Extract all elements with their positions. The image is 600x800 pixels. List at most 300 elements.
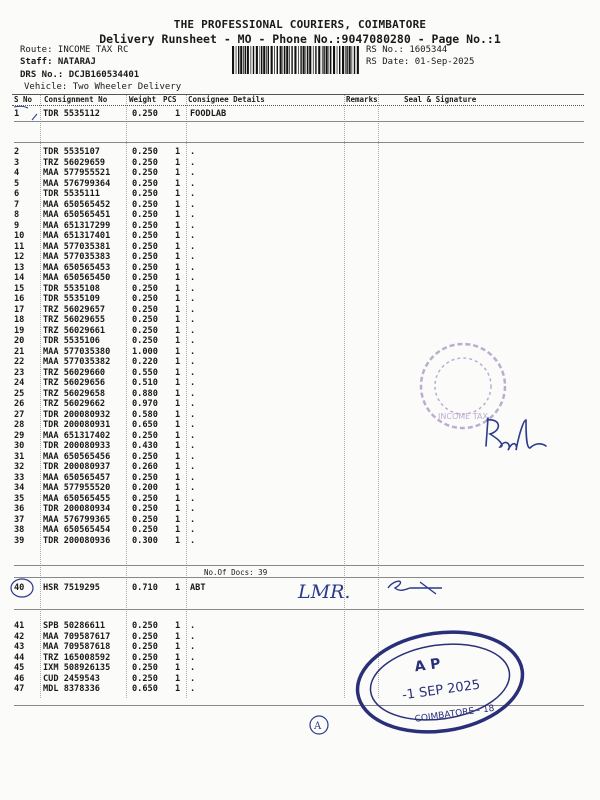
- row-weight: 1.000: [132, 346, 158, 357]
- row-pcs: 1: [175, 231, 181, 241]
- row-consignment-no: TRZ 56029659: [43, 157, 106, 168]
- row-weight: 0.250: [132, 504, 158, 514]
- barcode-bar: [238, 46, 239, 74]
- row-pcs: 1: [175, 399, 181, 409]
- row-weight: 0.250: [132, 673, 158, 684]
- row-consignee: .: [190, 642, 196, 652]
- row-pcs: 1: [175, 535, 181, 546]
- barcode-bar: [268, 46, 269, 74]
- row-consignee: .: [190, 663, 196, 673]
- row-pcs: 1: [175, 514, 181, 525]
- row-weight: 0.250: [132, 304, 158, 315]
- col-consignment: Consignment No: [44, 95, 108, 104]
- row-consignment-no: MAA 650565450: [43, 273, 111, 283]
- courier-stamp-top: A P: [413, 655, 442, 676]
- row-weight: 0.250: [132, 472, 158, 483]
- barcode-bar: [289, 46, 290, 74]
- row-pcs: 1: [175, 652, 181, 663]
- row-pcs: 1: [175, 168, 181, 178]
- row-serial: 25: [14, 388, 25, 399]
- row-weight: 0.250: [132, 514, 158, 525]
- row-consignment-no: CUD 2459543: [43, 673, 100, 684]
- row-weight: 0.220: [132, 357, 158, 367]
- row-weight: 0.550: [132, 367, 158, 378]
- col-seal-signature: Seal & Signature: [404, 95, 477, 104]
- row-pcs: 1: [175, 583, 181, 593]
- row-consignment-no: MAA 577955520: [43, 483, 111, 493]
- barcode-bar: [266, 46, 267, 74]
- row-serial: 47: [14, 684, 25, 694]
- col-divider: [40, 95, 41, 698]
- row-consignment-no: TRZ 56029655: [43, 315, 106, 325]
- barcode-bar: [260, 46, 261, 74]
- row-serial: 23: [14, 367, 25, 378]
- row-consignee: .: [190, 220, 196, 231]
- barcode-bar: [243, 46, 244, 74]
- row-separator: [14, 565, 584, 566]
- row-weight: 0.250: [132, 147, 158, 157]
- barcode: [232, 46, 360, 74]
- row-pcs: 1: [175, 189, 181, 199]
- row-pcs: 1: [175, 109, 181, 119]
- row-serial: 10: [14, 231, 25, 241]
- row-weight: 0.430: [132, 441, 158, 451]
- row-serial: 40: [14, 583, 25, 593]
- row-serial: 12: [14, 252, 25, 262]
- barcode-bar: [236, 46, 237, 74]
- row-consignee: .: [190, 652, 196, 663]
- barcode-bar: [251, 46, 252, 74]
- col-remarks: Remarks: [346, 95, 378, 104]
- row-consignment-no: TRZ 56029661: [43, 325, 106, 336]
- row-weight: 0.880: [132, 388, 158, 399]
- row-weight: 0.250: [132, 273, 158, 283]
- row-serial: 36: [14, 504, 25, 514]
- row-weight: 0.250: [132, 652, 158, 663]
- row-pcs: 1: [175, 621, 181, 631]
- row-serial: 13: [14, 262, 25, 273]
- row-pcs: 1: [175, 294, 181, 304]
- row-serial: 30: [14, 441, 25, 451]
- row-consignment-no: MAA 576799365: [43, 514, 111, 525]
- row-pcs: 1: [175, 241, 181, 252]
- row-weight: 0.250: [132, 189, 158, 199]
- row-consignment-no: TDR 5535106: [43, 336, 100, 346]
- row-consignee: ABT: [190, 583, 206, 593]
- row-consignee: .: [190, 684, 196, 694]
- barcode-bar: [318, 46, 320, 74]
- barcode-bar: [277, 46, 278, 74]
- row-serial: 21: [14, 346, 25, 357]
- row-consignee: .: [190, 231, 196, 241]
- row-consignment-no: TDR 200080932: [43, 409, 111, 420]
- row-pcs: 1: [175, 147, 181, 157]
- row-serial: 38: [14, 525, 25, 535]
- footer-mark: A: [314, 721, 322, 732]
- barcode-bar: [247, 46, 249, 74]
- row-consignment-no: MAA 577035380: [43, 346, 111, 357]
- row-serial: 22: [14, 357, 25, 367]
- row-pcs: 1: [175, 210, 181, 220]
- row-weight: 0.250: [132, 241, 158, 252]
- row-weight: 0.970: [132, 399, 158, 409]
- row-serial: 6: [14, 189, 20, 199]
- row-consignee: .: [190, 399, 196, 409]
- col-divider: [126, 95, 127, 698]
- row-serial: 34: [14, 483, 25, 493]
- barcode-bar: [300, 46, 301, 74]
- row-serial: 2: [14, 147, 20, 157]
- row-consignment-no: TRZ 165008592: [43, 652, 111, 663]
- row-consignment-no: TDR 200080937: [43, 462, 111, 472]
- row-serial: 45: [14, 663, 25, 673]
- row-consignment-no: MAA 651317299: [43, 220, 111, 231]
- row-separator: [14, 121, 584, 122]
- row-pcs: 1: [175, 420, 181, 430]
- row-pcs: 1: [175, 483, 181, 493]
- row-consignee: .: [190, 420, 196, 430]
- row-serial: 9: [14, 220, 20, 231]
- row-separator: [14, 705, 584, 706]
- courier-stamp-city: COIMBATORE - 18: [414, 703, 496, 725]
- row-consignee: .: [190, 357, 196, 367]
- row-serial: 24: [14, 378, 25, 388]
- row-consignment-no: TDR 5535107: [43, 147, 100, 157]
- row-consignee: .: [190, 673, 196, 684]
- barcode-bar: [298, 46, 299, 74]
- row-consignee: .: [190, 504, 196, 514]
- row-consignee: .: [190, 252, 196, 262]
- row-consignee: .: [190, 367, 196, 378]
- barcode-bar: [232, 46, 234, 74]
- row-pcs: 1: [175, 304, 181, 315]
- barcode-bar: [323, 46, 324, 74]
- barcode-bar: [346, 46, 347, 74]
- row-consignment-no: TRZ 56029658: [43, 388, 106, 399]
- row-weight: 0.250: [132, 631, 158, 642]
- row-consignee: .: [190, 388, 196, 399]
- barcode-bar: [357, 46, 359, 74]
- row-pcs: 1: [175, 157, 181, 168]
- row-consignee: .: [190, 409, 196, 420]
- row-consignee: .: [190, 483, 196, 493]
- row-serial: 4: [14, 168, 20, 178]
- row-consignee: .: [190, 273, 196, 283]
- row-serial: 29: [14, 430, 25, 441]
- courier-stamp-date: -1 SEP 2025: [401, 677, 482, 704]
- row-consignee: .: [190, 199, 196, 210]
- barcode-bar: [307, 46, 308, 74]
- row-consignee: .: [190, 472, 196, 483]
- row-consignment-no: TRZ 56029656: [43, 378, 106, 388]
- row-weight: 0.650: [132, 420, 158, 430]
- row-consignment-no: TDR 5535111: [43, 189, 100, 199]
- row-weight: 0.260: [132, 462, 158, 472]
- barcode-bar: [354, 46, 355, 74]
- row-consignee: .: [190, 430, 196, 441]
- barcode-bar: [352, 46, 353, 74]
- row-weight: 0.250: [132, 283, 158, 294]
- barcode-bar: [313, 46, 314, 74]
- row-pcs: 1: [175, 283, 181, 294]
- row-consignee: FOODLAB: [190, 109, 227, 119]
- row-serial: 3: [14, 157, 20, 168]
- barcode-bar: [245, 46, 246, 74]
- row-consignee: .: [190, 621, 196, 631]
- barcode-bar: [306, 46, 307, 74]
- row-consignment-no: TDR 5535109: [43, 294, 100, 304]
- row-serial: 33: [14, 472, 25, 483]
- barcode-bar: [280, 46, 282, 74]
- handwritten-remark: LMR.: [298, 581, 351, 603]
- row-serial: 39: [14, 535, 25, 546]
- row-pcs: 1: [175, 451, 181, 462]
- row-serial: 31: [14, 451, 25, 462]
- row-consignment-no: MAA 650565452: [43, 199, 111, 210]
- row-pcs: 1: [175, 252, 181, 262]
- row-pcs: 1: [175, 663, 181, 673]
- row-weight: 0.250: [132, 262, 158, 273]
- row-serial: 19: [14, 325, 25, 336]
- barcode-bar: [294, 46, 296, 74]
- col-consignee: Consignee Details: [188, 95, 265, 104]
- row-consignment-no: MAA 651317401: [43, 231, 111, 241]
- row-serial: 15: [14, 283, 25, 294]
- runsheet-title: Delivery Runsheet - MO - Phone No.:9047080280 - Page No.:1: [99, 32, 501, 46]
- row-weight: 0.250: [132, 210, 158, 220]
- row-pcs: 1: [175, 462, 181, 472]
- staff-label: Staff: NATARAJ: [20, 57, 96, 67]
- row-pcs: 1: [175, 472, 181, 483]
- docs-count: No.Of Docs: 39: [204, 568, 268, 577]
- row-weight: 0.250: [132, 493, 158, 504]
- row-pcs: 1: [175, 525, 181, 535]
- row-consignment-no: HSR 7519295: [43, 583, 100, 593]
- row-consignee: .: [190, 451, 196, 462]
- row-separator: [14, 142, 584, 143]
- row-serial: 7: [14, 199, 20, 210]
- row-consignment-no: MAA 576799364: [43, 178, 111, 189]
- row-consignment-no: TDR 200080931: [43, 420, 111, 430]
- row-consignee: .: [190, 210, 196, 220]
- row-consignee: .: [190, 378, 196, 388]
- row-pcs: 1: [175, 315, 181, 325]
- row-separator: [14, 577, 584, 578]
- row-consignment-no: MAA 577955521: [43, 168, 111, 178]
- row-pcs: 1: [175, 336, 181, 346]
- row-consignee: .: [190, 178, 196, 189]
- row-weight: 0.250: [132, 168, 158, 178]
- row-pcs: 1: [175, 684, 181, 694]
- row-weight: 0.250: [132, 252, 158, 262]
- row-serial: 41: [14, 621, 25, 631]
- route-label: Route: INCOME TAX RC: [20, 45, 129, 55]
- row-serial: 32: [14, 462, 25, 472]
- row-consignment-no: MAA 650565454: [43, 525, 111, 535]
- row-weight: 0.200: [132, 483, 158, 493]
- row-pcs: 1: [175, 388, 181, 399]
- row-consignment-no: SPB 50286611: [43, 621, 106, 631]
- row-consignee: .: [190, 514, 196, 525]
- row-serial: 20: [14, 336, 25, 346]
- row-consignment-no: IXM 508926135: [43, 663, 111, 673]
- row-consignee: .: [190, 294, 196, 304]
- row-weight: 0.250: [132, 430, 158, 441]
- row-consignee: .: [190, 462, 196, 472]
- row-weight: 0.250: [132, 157, 158, 168]
- row-consignment-no: TDR 5535112: [43, 109, 100, 119]
- row-pcs: 1: [175, 325, 181, 336]
- row-consignee: .: [190, 336, 196, 346]
- row-pcs: 1: [175, 631, 181, 642]
- row-consignment-no: TDR 200080934: [43, 504, 111, 514]
- row-consignment-no: TRZ 56029657: [43, 304, 106, 315]
- row-pcs: 1: [175, 441, 181, 451]
- row-consignee: .: [190, 493, 196, 504]
- row-consignment-no: MAA 709587618: [43, 642, 111, 652]
- row-consignment-no: MAA 709587617: [43, 631, 111, 642]
- row-consignment-no: MAA 577035383: [43, 252, 111, 262]
- row-serial: 42: [14, 631, 25, 642]
- row-consignee: .: [190, 241, 196, 252]
- row-consignment-no: MAA 650565453: [43, 262, 111, 273]
- row-weight: 0.250: [132, 451, 158, 462]
- row-serial: 17: [14, 304, 25, 315]
- row-weight: 0.650: [132, 684, 158, 694]
- row-weight: 0.250: [132, 663, 158, 673]
- rs-number: RS No.: 1605344: [366, 45, 448, 55]
- row-pcs: 1: [175, 504, 181, 514]
- row-pcs: 1: [175, 493, 181, 504]
- row-serial: 37: [14, 514, 25, 525]
- signature-scribble: [486, 418, 546, 450]
- row-consignment-no: TRZ 56029660: [43, 367, 106, 378]
- barcode-bar: [315, 46, 316, 74]
- barcode-bar: [253, 46, 254, 74]
- row-weight: 0.250: [132, 199, 158, 210]
- col-divider: [378, 95, 379, 698]
- row-weight: 0.710: [132, 583, 158, 593]
- barcode-bar: [349, 46, 351, 74]
- row-pcs: 1: [175, 378, 181, 388]
- col-pcs: PCS: [163, 95, 177, 104]
- row-consignment-no: TDR 5535108: [43, 283, 100, 294]
- barcode-bar: [339, 46, 340, 74]
- row-serial: 16: [14, 294, 25, 304]
- row-consignee: .: [190, 304, 196, 315]
- barcode-bar: [284, 46, 285, 74]
- row-weight: 0.250: [132, 220, 158, 231]
- row-serial: 27: [14, 409, 25, 420]
- footer-circle-mark: [310, 716, 328, 734]
- row-consignee: .: [190, 525, 196, 535]
- row-pcs: 1: [175, 178, 181, 189]
- row-serial: 18: [14, 315, 25, 325]
- col-sno: S No: [14, 95, 33, 104]
- row-serial: 44: [14, 652, 25, 663]
- purple-seal: [421, 344, 505, 428]
- row-pcs: 1: [175, 346, 181, 357]
- row-serial: 11: [14, 241, 25, 252]
- row-serial: 14: [14, 273, 25, 283]
- barcode-bar: [322, 46, 323, 74]
- row-consignee: .: [190, 262, 196, 273]
- row-pcs: 1: [175, 262, 181, 273]
- row-weight: 0.580: [132, 409, 158, 420]
- rs-date: RS Date: 01-Sep-2025: [366, 57, 475, 67]
- row-weight: 0.250: [132, 231, 158, 241]
- row-serial: 5: [14, 178, 20, 189]
- row-serial: 43: [14, 642, 25, 652]
- row-serial: 26: [14, 399, 25, 409]
- row-consignee: .: [190, 631, 196, 642]
- row-serial: 1: [14, 109, 20, 119]
- row-weight: 0.250: [132, 325, 158, 336]
- barcode-bar: [274, 46, 275, 74]
- barcode-bar: [309, 46, 311, 74]
- row-pcs: 1: [175, 367, 181, 378]
- barcode-bar: [271, 46, 273, 74]
- row-consignee: .: [190, 325, 196, 336]
- barcode-bar: [333, 46, 335, 74]
- row-pcs: 1: [175, 430, 181, 441]
- row-pcs: 1: [175, 409, 181, 420]
- company-name: THE PROFESSIONAL COURIERS, COIMBATORE: [173, 18, 427, 31]
- row-pcs: 1: [175, 673, 181, 684]
- row-consignment-no: TDR 200080933: [43, 441, 111, 451]
- row-consignment-no: MAA 650565457: [43, 472, 111, 483]
- row-serial: 28: [14, 420, 25, 430]
- row-consignee: .: [190, 283, 196, 294]
- row-consignment-no: MAA 651317402: [43, 430, 111, 441]
- row-pcs: 1: [175, 357, 181, 367]
- row-weight: 0.250: [132, 109, 158, 119]
- remark-scribble: [388, 581, 442, 594]
- row-consignee: .: [190, 346, 196, 357]
- row-pcs: 1: [175, 220, 181, 231]
- row-consignment-no: MAA 650565451: [43, 210, 111, 220]
- row-consignee: .: [190, 441, 196, 451]
- barcode-bar: [283, 46, 284, 74]
- barcode-bar: [261, 46, 262, 74]
- row-serial: 46: [14, 673, 25, 684]
- row-consignee: .: [190, 157, 196, 168]
- barcode-bar: [291, 46, 292, 74]
- row-weight: 0.250: [132, 178, 158, 189]
- barcode-bar: [342, 46, 344, 74]
- row-consignment-no: MAA 577035381: [43, 241, 111, 252]
- vehicle-label: Vehicle: Two Wheeler Delivery: [24, 82, 182, 92]
- row-serial: 8: [14, 210, 20, 220]
- row-weight: 0.510: [132, 378, 158, 388]
- row-consignment-no: TDR 200080936: [43, 535, 111, 546]
- table-header-rule: [12, 105, 584, 106]
- row-weight: 0.300: [132, 535, 158, 546]
- row-consignee: .: [190, 315, 196, 325]
- drs-number: DRS No.: DCJB160534401: [20, 70, 140, 80]
- barcode-bar: [240, 46, 242, 74]
- row-weight: 0.250: [132, 525, 158, 535]
- row-consignment-no: TRZ 56029662: [43, 399, 106, 409]
- barcode-bar: [256, 46, 258, 74]
- barcode-bar: [263, 46, 265, 74]
- row-consignee: .: [190, 147, 196, 157]
- row-consignment-no: MAA 577035382: [43, 357, 111, 367]
- purple-seal-text: INCOME TAX: [438, 412, 488, 421]
- row-consignee: .: [190, 168, 196, 178]
- row-pcs: 1: [175, 199, 181, 210]
- row-consignment-no: MDL 8378336: [43, 684, 100, 694]
